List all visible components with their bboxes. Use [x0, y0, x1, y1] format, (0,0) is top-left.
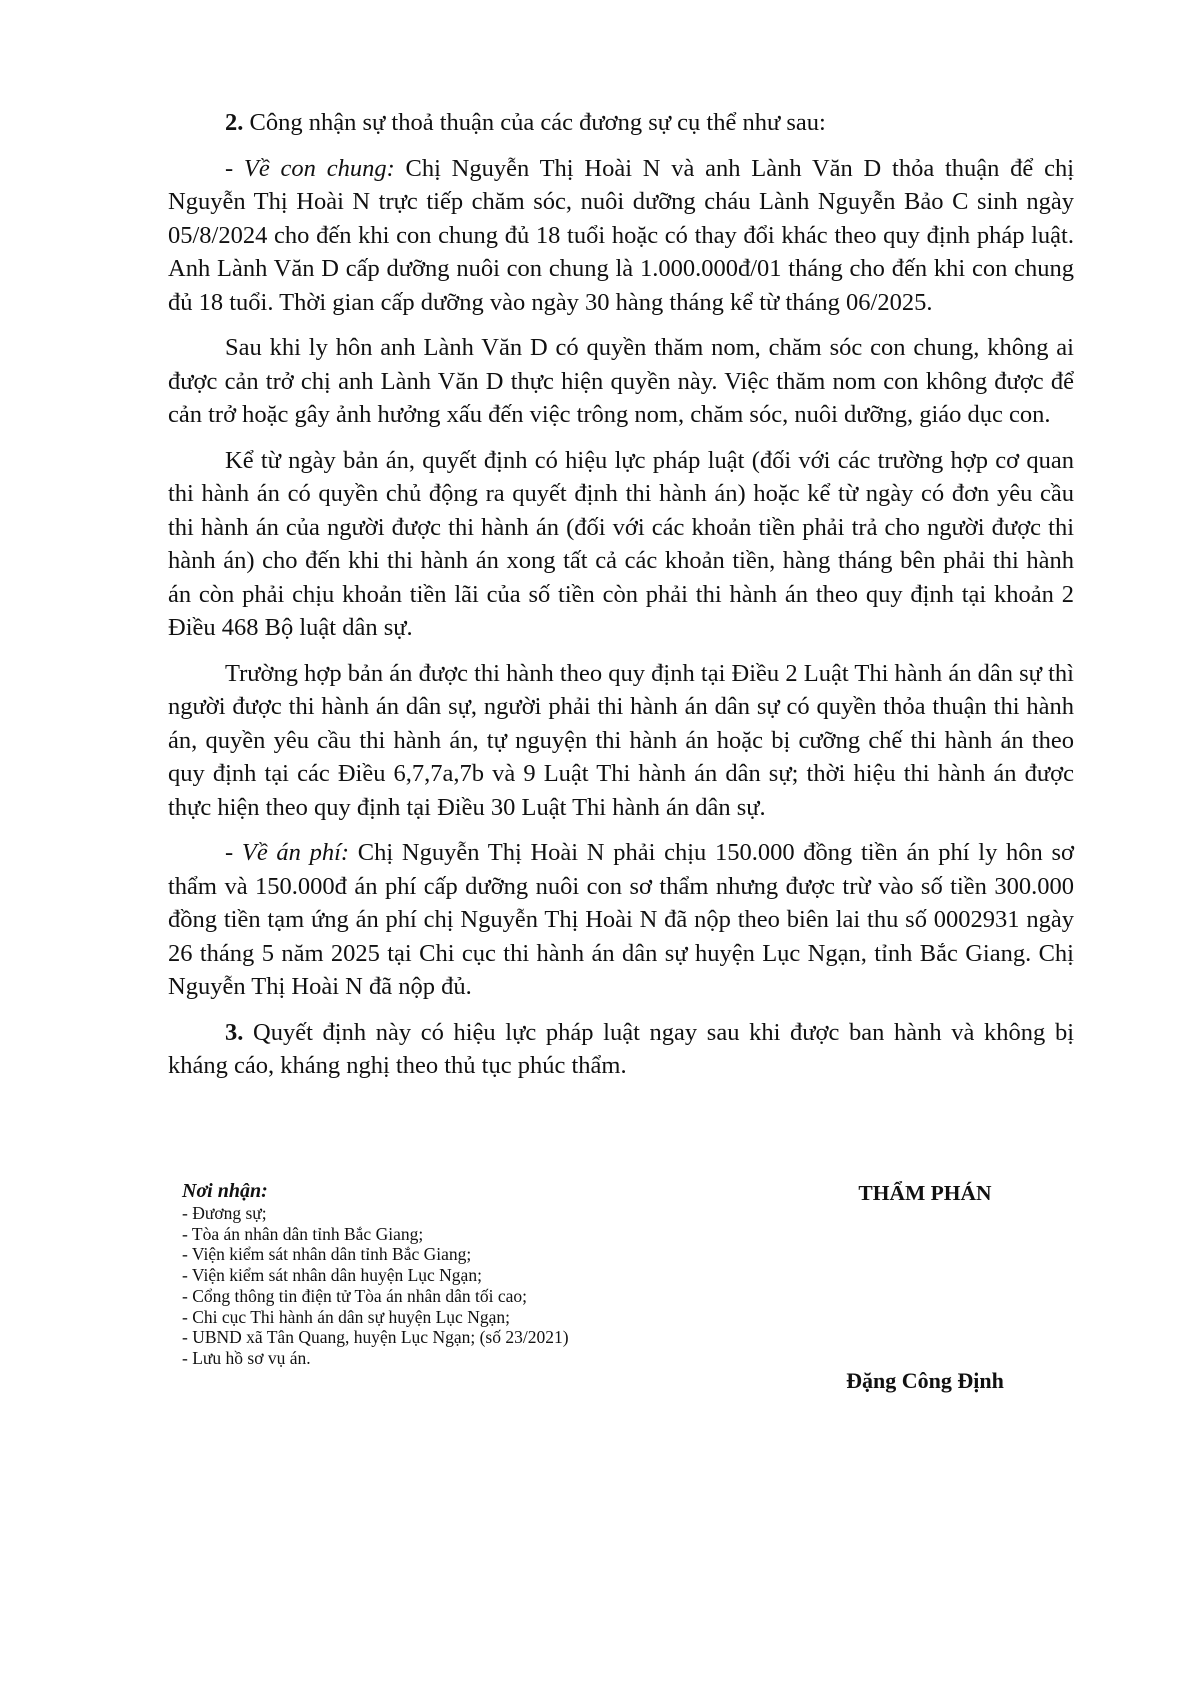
clause-3	[168, 1016, 1074, 1083]
clause-2	[168, 106, 1074, 140]
recipient-item: - Viện kiểm sát nhân dân huyện Lục Ngạn;	[182, 1265, 482, 1286]
signer-name: Đặng Công Định	[846, 1368, 1004, 1393]
paragraph-text: Chị Nguyễn Thị Hoài N phải chịu 150.000 đồng tiền án phí ly hôn sơ thẩm và 150.000đ án phí cấp dưỡng nuôi con sơ thẩm nhưng được trừ vào số tiền 300.000 đồng tiền tạm ứng án phí chị Nguyễn Thị Hoài N đã nộp theo biên lai thu số 0002931 ngày 26 tháng 5 năm 2025 tại Chi cục thi hành án dân sự huyện Lục Ngạn, tỉnh Bắc Giang. Chị Nguyễn Thị Hoài N đã nộp đủ.	[168, 839, 1074, 1000]
interest-paragraph: Kể từ ngày bản án, quyết định có hiệu lực pháp luật (đối với các trường hợp cơ quan thi hành án có quyền chủ động ra quyết định thi hành án) hoặc kể từ ngày có đơn yêu cầu thi hành án của người được thi hành án (đối với các khoản tiền phải trả cho người được thi hành án) cho đến khi thi hành án xong tất cả các khoản tiền, hàng tháng bên phải thi hành án còn phải chịu khoản tiền lãi của số tiền còn phải thi hành án theo quy định tại khoản 2 Điều 468 Bộ luật dân sự.	[168, 446, 1074, 641]
child-custody-paragraph	[168, 152, 1074, 320]
recipient-item: - UBND xã Tân Quang, huyện Lục Ngạn; (số 23/2021)	[182, 1327, 569, 1348]
recipient-item: - Cổng thông tin điện tử Tòa án nhân dân tối cao;	[182, 1285, 528, 1306]
recipients-block	[182, 1180, 742, 1369]
recipient-item: - Đương sự;	[182, 1203, 267, 1223]
paragraph-text: Chị Nguyễn Thị Hoài N và anh Lành Văn D thỏa thuận để chị Nguyễn Thị Hoài N trực tiếp chăm sóc, nuôi dưỡng cháu Lành Nguyễn Bảo C sinh ngày 05/8/2024 cho đến khi con chung đủ 18 tuổi hoặc có thay đổi khác theo quy định pháp luật. Anh Lành Văn D cấp dưỡng nuôi con chung là 1.000.000đ/01 tháng cho đến khi con chung đủ 18 tuổi. Thời gian cấp dưỡng vào ngày 30 hàng tháng kể từ tháng 06/2025.	[168, 154, 1075, 316]
signer-role: THẨM PHÁN	[858, 1181, 992, 1205]
recipient-item: - Lưu hồ sơ vụ án.	[182, 1347, 311, 1368]
enforcement-paragraph: Trường hợp bản án được thi hành theo quy định tại Điều 2 Luật Thi hành án dân sự thì người được thi hành án dân sự, người phải thi hành án dân sự có quyền thỏa thuận thi hành án, quyền yêu cầu thi hành án, tự nguyện thi hành án hoặc bị cưỡng chế thi hành án theo quy định tại các Điều 6,7,7a,7b và 9 Luật Thi hành án dân sự; thời hiệu thi hành án được thực hiện theo quy định tại Điều 30 Luật Thi hành án dân sự.	[168, 659, 1074, 821]
section-lead: - Về án phí:	[225, 839, 350, 866]
recipients-list	[182, 1203, 742, 1369]
recipient-item: - Tòa án nhân dân tỉnh Bắc Giang;	[182, 1223, 424, 1244]
clause-text: Quyết định này có hiệu lực pháp luật ngay sau khi được ban hành và không bị kháng cáo, kháng nghị theo thủ tục phúc thẩm.	[168, 1018, 1074, 1079]
recipients-title: Nơi nhận:	[182, 1180, 268, 1202]
recipient-item: - Viện kiểm sát nhân dân tỉnh Bắc Giang;	[182, 1244, 472, 1265]
recipient-item: - Chi cục Thi hành án dân sự huyện Lục Ngạn;	[182, 1306, 510, 1327]
clause-text: Công nhận sự thoả thuận của các đương sự cụ thể như sau:	[243, 109, 826, 136]
visitation-paragraph: Sau khi ly hôn anh Lành Văn D có quyền thăm nom, chăm sóc con chung, không ai được cản trở chị anh Lành Văn D thực hiện quyền này. Việc thăm nom con không được để cản trở hoặc gây ảnh hưởng xấu đến việc trông nom, chăm sóc, nuôi dưỡng, giáo dục con.	[168, 334, 1074, 428]
section-lead: - Về con chung:	[225, 154, 395, 182]
document-body	[168, 106, 1074, 1095]
clause-number: 2.	[225, 109, 244, 136]
signature-block	[755, 1180, 1095, 1394]
clause-number: 3.	[225, 1018, 244, 1046]
court-fee-paragraph	[168, 836, 1074, 1004]
